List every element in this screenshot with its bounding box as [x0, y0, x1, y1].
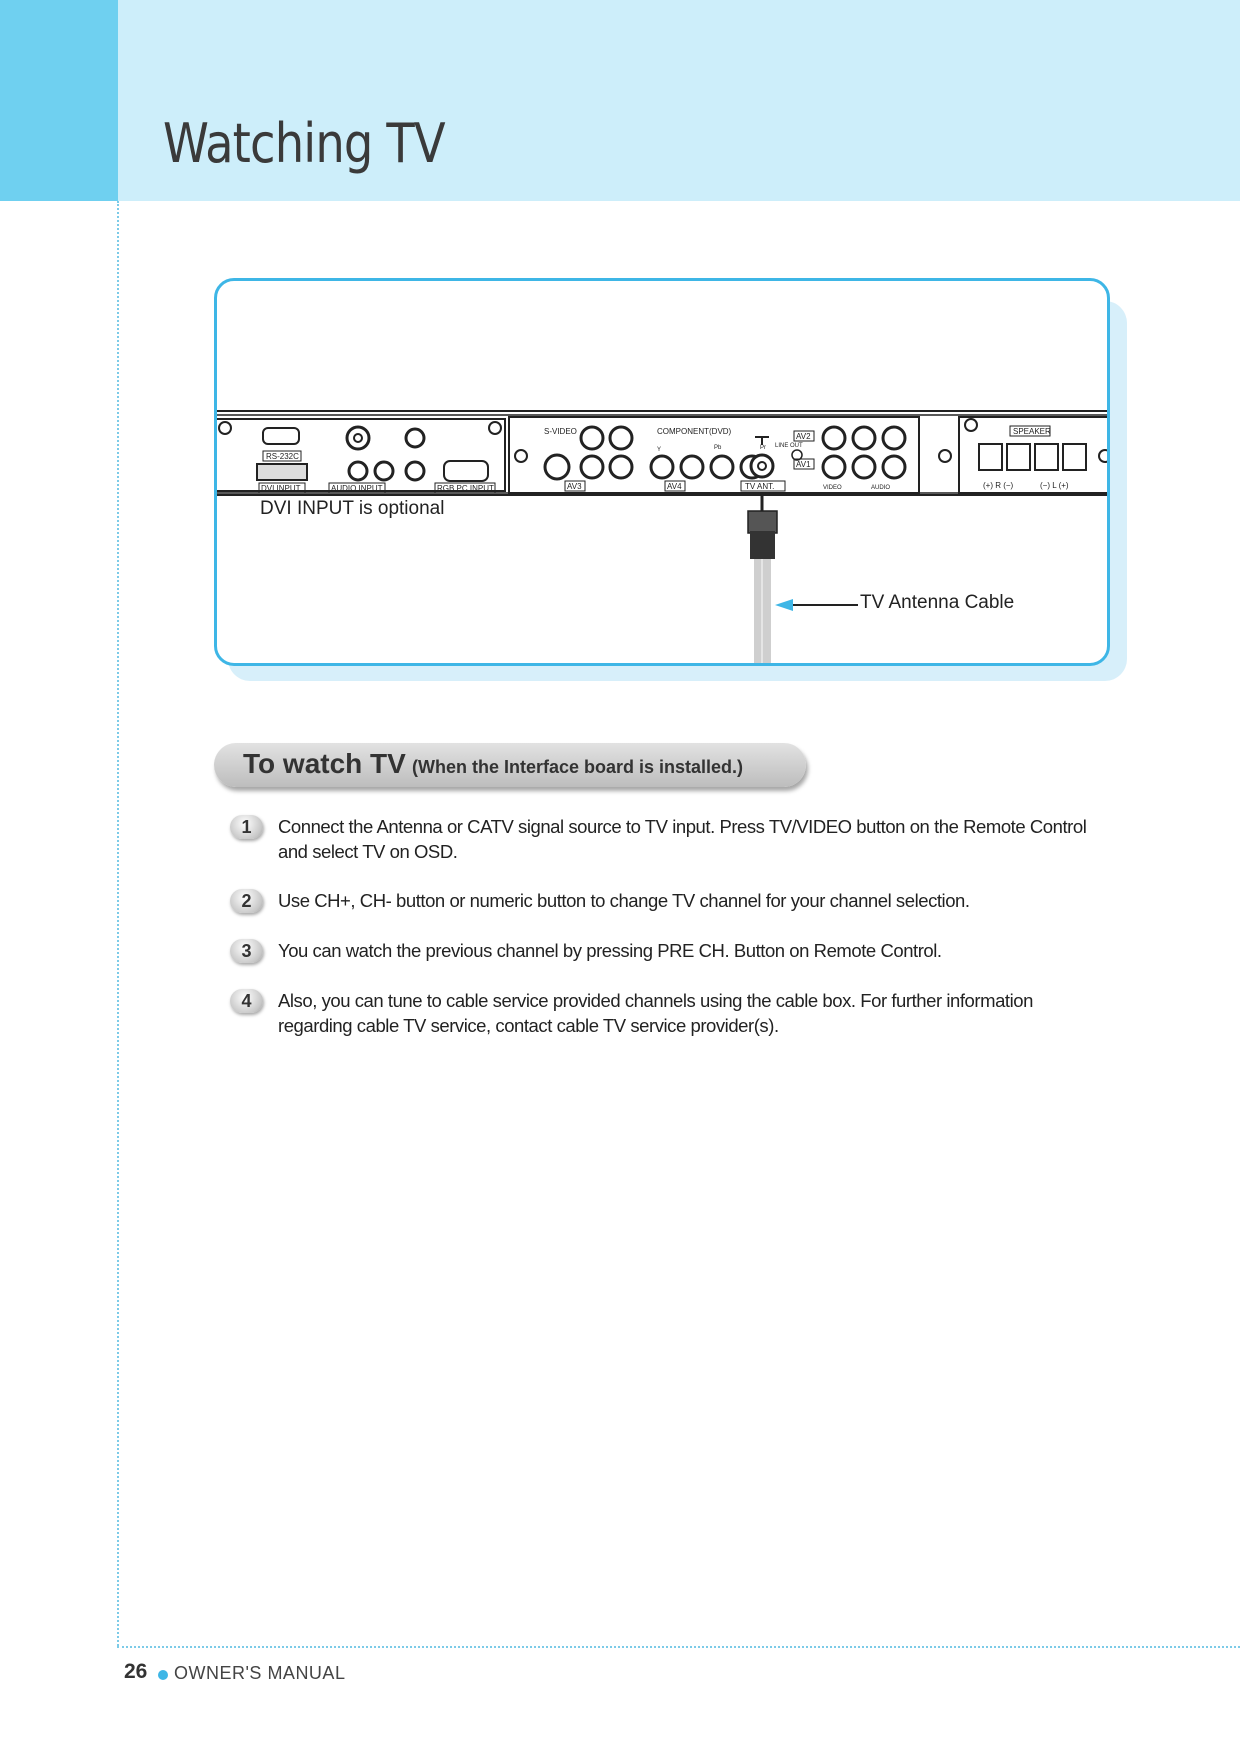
step-text: Use CH+, CH- button or numeric button to change TV channel for your channel selection.	[278, 890, 970, 911]
av3-label: AV3	[567, 482, 582, 491]
speaker-l-polarity: (−) L (+)	[1040, 481, 1069, 490]
dvi-port	[257, 464, 307, 480]
svg-text:Pb: Pb	[714, 445, 722, 451]
cable-connector	[748, 511, 777, 533]
component-jack	[651, 456, 673, 478]
av4-label: AV4	[667, 482, 682, 491]
section-title: To watch TV	[243, 748, 406, 779]
rs232c-label: RS-232C	[266, 452, 299, 461]
step-number-badge: 4	[230, 989, 263, 1013]
step-number-badge: 2	[230, 889, 263, 913]
footer-bullet-icon	[158, 1670, 168, 1680]
bottom-dotted-rule	[117, 1646, 1240, 1648]
svg-text:Pr: Pr	[760, 445, 766, 451]
line-out-label: LINE OUT	[775, 443, 803, 449]
svg-text:Y: Y	[657, 447, 662, 453]
video-label: VIDEO	[823, 485, 842, 491]
step-number-badge: 1	[230, 815, 263, 839]
rs232c-port	[263, 428, 299, 444]
left-dotted-rule	[117, 201, 119, 1646]
speaker-label: SPEAKER	[1013, 427, 1051, 436]
audio-input-label: AUDIO INPUT	[331, 484, 383, 493]
page-number: 26	[124, 1660, 148, 1683]
step-text: Connect the Antenna or CATV signal source to TV input. Press TV/VIDEO button on the Remote Control and select TV on OSD.	[278, 816, 1087, 862]
rgb-pc-input-label: RGB PC INPUT	[437, 484, 494, 493]
audio-jack	[406, 429, 424, 447]
step-number-badge: 3	[230, 939, 263, 963]
cable-pointer-arrowhead	[775, 599, 793, 611]
tv-ant-label: TV ANT.	[745, 482, 775, 491]
footer-label: OWNER'S MANUAL	[174, 1663, 346, 1683]
dvi-optional-note: DVI INPUT is optional	[260, 498, 445, 519]
step-text: You can watch the previous channel by pressing PRE CH. Button on Remote Control.	[278, 940, 942, 961]
component-jack	[711, 456, 733, 478]
page-title: Watching TV	[163, 112, 445, 175]
tv-antenna-cable-label: TV Antenna Cable	[860, 592, 1015, 613]
audio-label: AUDIO	[871, 485, 891, 491]
step-text: Also, you can tune to cable service provided channels using the cable box. For further information regarding cable TV service, contact cable TV service provider(s).	[278, 990, 1033, 1036]
s-video-label: S-VIDEO	[544, 427, 577, 436]
section-subtitle: (When the Interface board is installed.)	[412, 757, 744, 777]
av1-label: AV1	[796, 460, 811, 469]
audio-jack	[406, 462, 424, 480]
dvi-input-label: DVI INPUT	[261, 484, 301, 493]
audio-jack	[375, 462, 393, 480]
speaker-r-polarity: (+) R (−)	[983, 481, 1014, 490]
component-jack	[681, 456, 703, 478]
audio-jack	[349, 462, 367, 480]
header-tab	[0, 0, 118, 201]
s-video-jack	[545, 455, 569, 479]
rgb-pc-port	[444, 461, 488, 481]
cable-connector-body	[750, 531, 775, 559]
component-label: COMPONENT(DVD)	[657, 427, 732, 436]
av2-label: AV2	[796, 432, 811, 441]
